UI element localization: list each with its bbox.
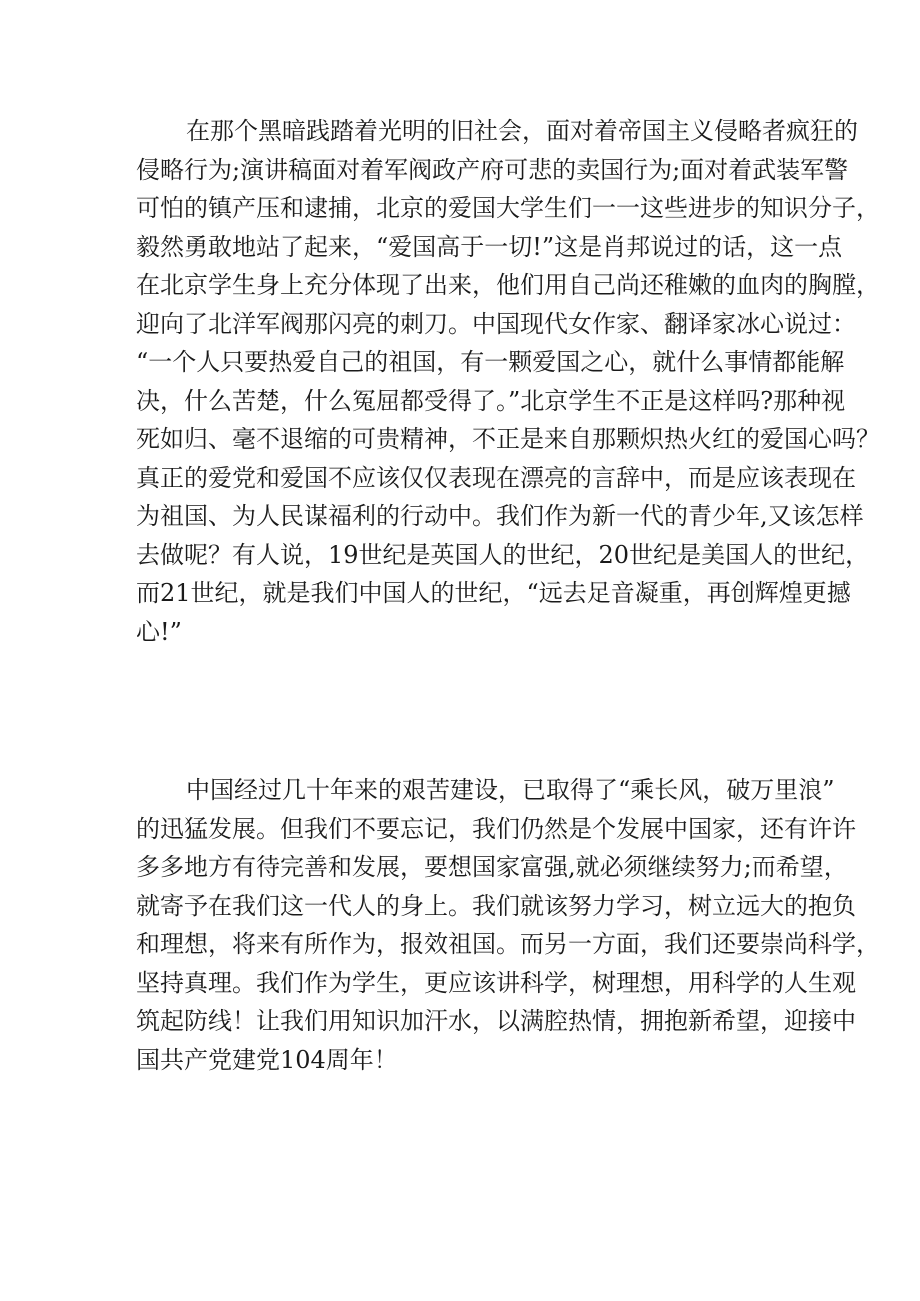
text-line: 中国经过几十年来的艰苦建设，已取得了“乘长风，破万里浪”: [186, 776, 835, 804]
paragraph-2: [136, 771, 880, 1079]
text-line: 侵略行为;演讲稿面对着军阀政产府可悲的卖国行为;面对着武装军警: [136, 155, 849, 184]
text-line: 坚持真理。我们作为学生，更应该讲科学，树理想，用科学的人生观: [136, 968, 856, 997]
text-line: 心!”: [136, 617, 182, 646]
text-line: 国共产党建党104周年！: [136, 1045, 398, 1074]
text-line: 在北京学生身上充分体现了出来，他们用自己尚还稚嫩的血肉的胸膛，: [136, 271, 880, 299]
text-line: “一个人只要热爱自己的祖国，有一颗爱国之心，就什么事情都能解: [136, 348, 845, 376]
text-line: 去做呢？有人说，19世纪是英国人的世纪，20世纪是美国人的世纪，: [136, 540, 870, 569]
text-line: 就寄予在我们这一代人的身上。我们就该努力学习，树立远大的抱负: [136, 891, 856, 920]
text-line: 真正的爱党和爱国不应该仅仅表现在漂亮的言辞中，而是应该表现在: [136, 463, 856, 492]
text-line: 多多地方有待完善和发展，要想国家富强,就必须继续努力;而希望，: [136, 853, 848, 881]
text-line: 毅然勇敢地站了起来，“爱国高于一切!”这是肖邦说过的话，这一点: [136, 232, 843, 261]
text-line: 而21世纪，就是我们中国人的世纪，“远去足音凝重，再创辉煌更撼: [136, 579, 851, 607]
text-line: 和理想，将来有所作为，报效祖国。而另一方面，我们还要崇尚科学，: [136, 930, 880, 958]
text-line: 在那个黑暗践踏着光明的旧社会，面对着帝国主义侵略者疯狂的: [186, 117, 858, 145]
text-line: 决，什么苦楚，什么冤屈都受得了。”北京学生不正是这样吗?那种视: [136, 386, 846, 415]
text-line: 为祖国、为人民谋福利的行动中。我们作为新一代的青少年,又该怎样: [136, 502, 864, 530]
text-line: 可怕的镇产压和逮捕，北京的爱国大学生们一一这些进步的知识分子，: [136, 194, 880, 222]
paragraph-1: [136, 112, 880, 651]
text-line: 迎向了北洋军阀那闪亮的刺刀。中国现代女作家、翻译家冰心说过：: [136, 309, 856, 338]
text-line: 筑起防线！让我们用知识加汗水，以满腔热情，拥抱新希望，迎接中: [136, 1007, 856, 1035]
text-line: 死如归、毫不退缩的可贵精神，不正是来自那颗炽热火红的爱国心吗？: [136, 425, 880, 453]
text-line: 的迅猛发展。但我们不要忘记，我们仍然是个发展中国家，还有许许: [136, 814, 856, 843]
